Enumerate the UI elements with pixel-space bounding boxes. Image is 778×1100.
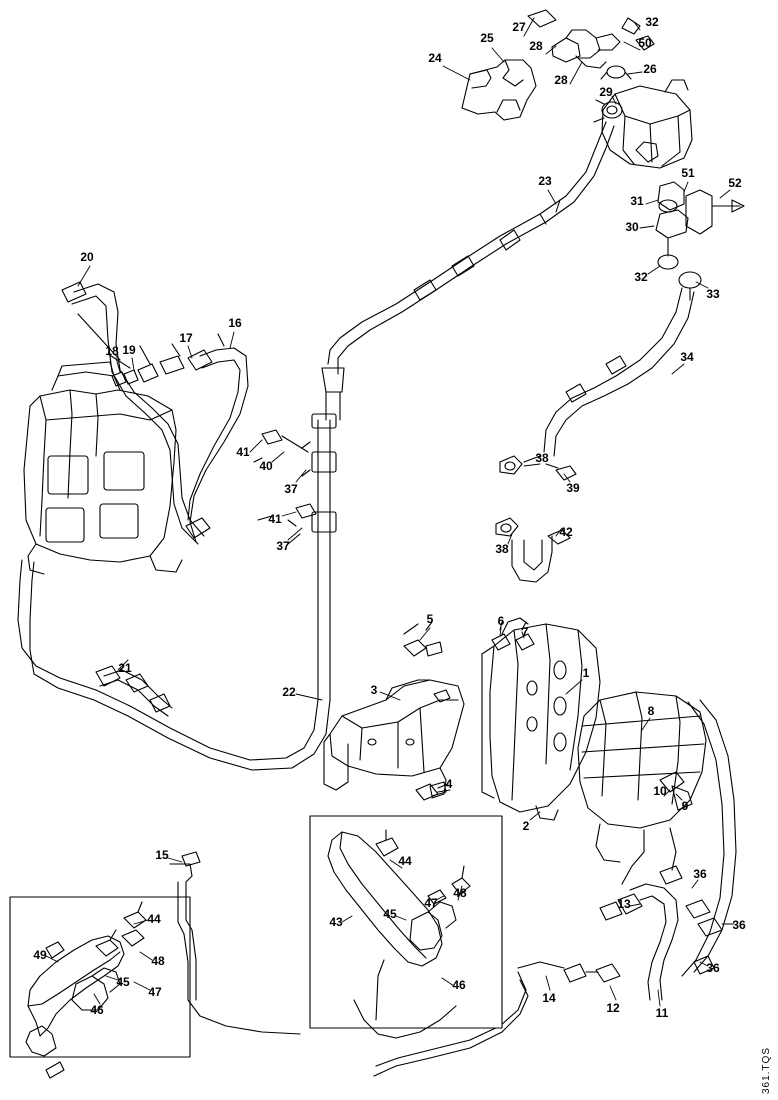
callout-33: 33 [706, 287, 720, 301]
callout-15: 15 [155, 848, 169, 862]
callout-47: 47 [424, 896, 438, 910]
callout-40: 40 [259, 459, 273, 473]
callout-24: 24 [428, 51, 442, 65]
callout-43: 43 [329, 915, 343, 929]
callout-36: 36 [693, 867, 707, 881]
callout-38: 38 [495, 542, 509, 556]
sheet-code: 361.TQS [761, 1046, 772, 1094]
callout-36: 36 [706, 961, 720, 975]
callout-29: 29 [599, 85, 613, 99]
callout-45: 45 [383, 907, 397, 921]
callout-26: 26 [643, 62, 657, 76]
engine-manifold [24, 362, 182, 574]
callout-34: 34 [680, 350, 694, 364]
callout-32: 32 [645, 15, 659, 29]
callout-37: 37 [284, 482, 298, 496]
callout-21: 21 [118, 661, 132, 675]
clamps-38-39-42 [496, 456, 576, 582]
callout-16: 16 [228, 316, 242, 330]
callout-38: 38 [535, 451, 549, 465]
hose-23 [322, 122, 614, 420]
callout-19: 19 [122, 343, 136, 357]
callout-51: 51 [681, 166, 695, 180]
callout-25: 25 [480, 31, 494, 45]
gearbox-8 [578, 692, 706, 884]
callout-14: 14 [542, 991, 556, 1005]
callout-20: 20 [80, 250, 94, 264]
callout-52: 52 [728, 176, 742, 190]
callout-23: 23 [538, 174, 552, 188]
callout-48: 48 [151, 954, 165, 968]
fitting-27-28-50 [528, 10, 657, 79]
upper-bracket-24 [462, 60, 536, 120]
callout-17: 17 [179, 331, 193, 345]
callout-44: 44 [398, 854, 412, 868]
hose-16 [78, 314, 248, 542]
callout-36: 36 [732, 918, 746, 932]
callout-39: 39 [566, 481, 580, 495]
callout-30: 30 [625, 220, 639, 234]
callout-31: 31 [630, 194, 644, 208]
callout-28: 28 [529, 39, 543, 53]
callout-41: 41 [236, 445, 250, 459]
callout-8: 8 [647, 704, 655, 718]
callout-5: 5 [426, 612, 434, 626]
callout-44: 44 [147, 912, 161, 926]
callout-37: 37 [276, 539, 290, 553]
callout-48: 48 [453, 886, 467, 900]
callout-41: 41 [268, 512, 282, 526]
callout-1: 1 [582, 666, 590, 680]
hose-34 [544, 288, 694, 456]
callout-13: 13 [617, 897, 631, 911]
valve-block-51-52 [656, 182, 744, 300]
callout-32: 32 [634, 270, 648, 284]
callout-11: 11 [655, 1006, 669, 1020]
callout-3: 3 [370, 683, 378, 697]
callout-6: 6 [497, 614, 505, 628]
callout-9: 9 [681, 799, 689, 813]
callout-4: 4 [445, 777, 453, 791]
callout-49: 49 [33, 948, 47, 962]
callout-47: 47 [148, 985, 162, 999]
fasteners-5-6-7-4 [404, 622, 534, 800]
callout-12: 12 [606, 1001, 620, 1015]
callout-28: 28 [554, 73, 568, 87]
callout-42: 42 [559, 525, 573, 539]
callout-46: 46 [90, 1003, 104, 1017]
callout-22: 22 [282, 685, 296, 699]
callout-46: 46 [452, 978, 466, 992]
callout-27: 27 [512, 20, 526, 34]
callout-2: 2 [522, 819, 530, 833]
callout-50: 50 [638, 36, 652, 50]
callout-18: 18 [105, 344, 119, 358]
callout-10: 10 [653, 784, 667, 798]
callout-7: 7 [521, 625, 529, 639]
callout-45: 45 [116, 975, 130, 989]
tube-22 [18, 414, 336, 770]
